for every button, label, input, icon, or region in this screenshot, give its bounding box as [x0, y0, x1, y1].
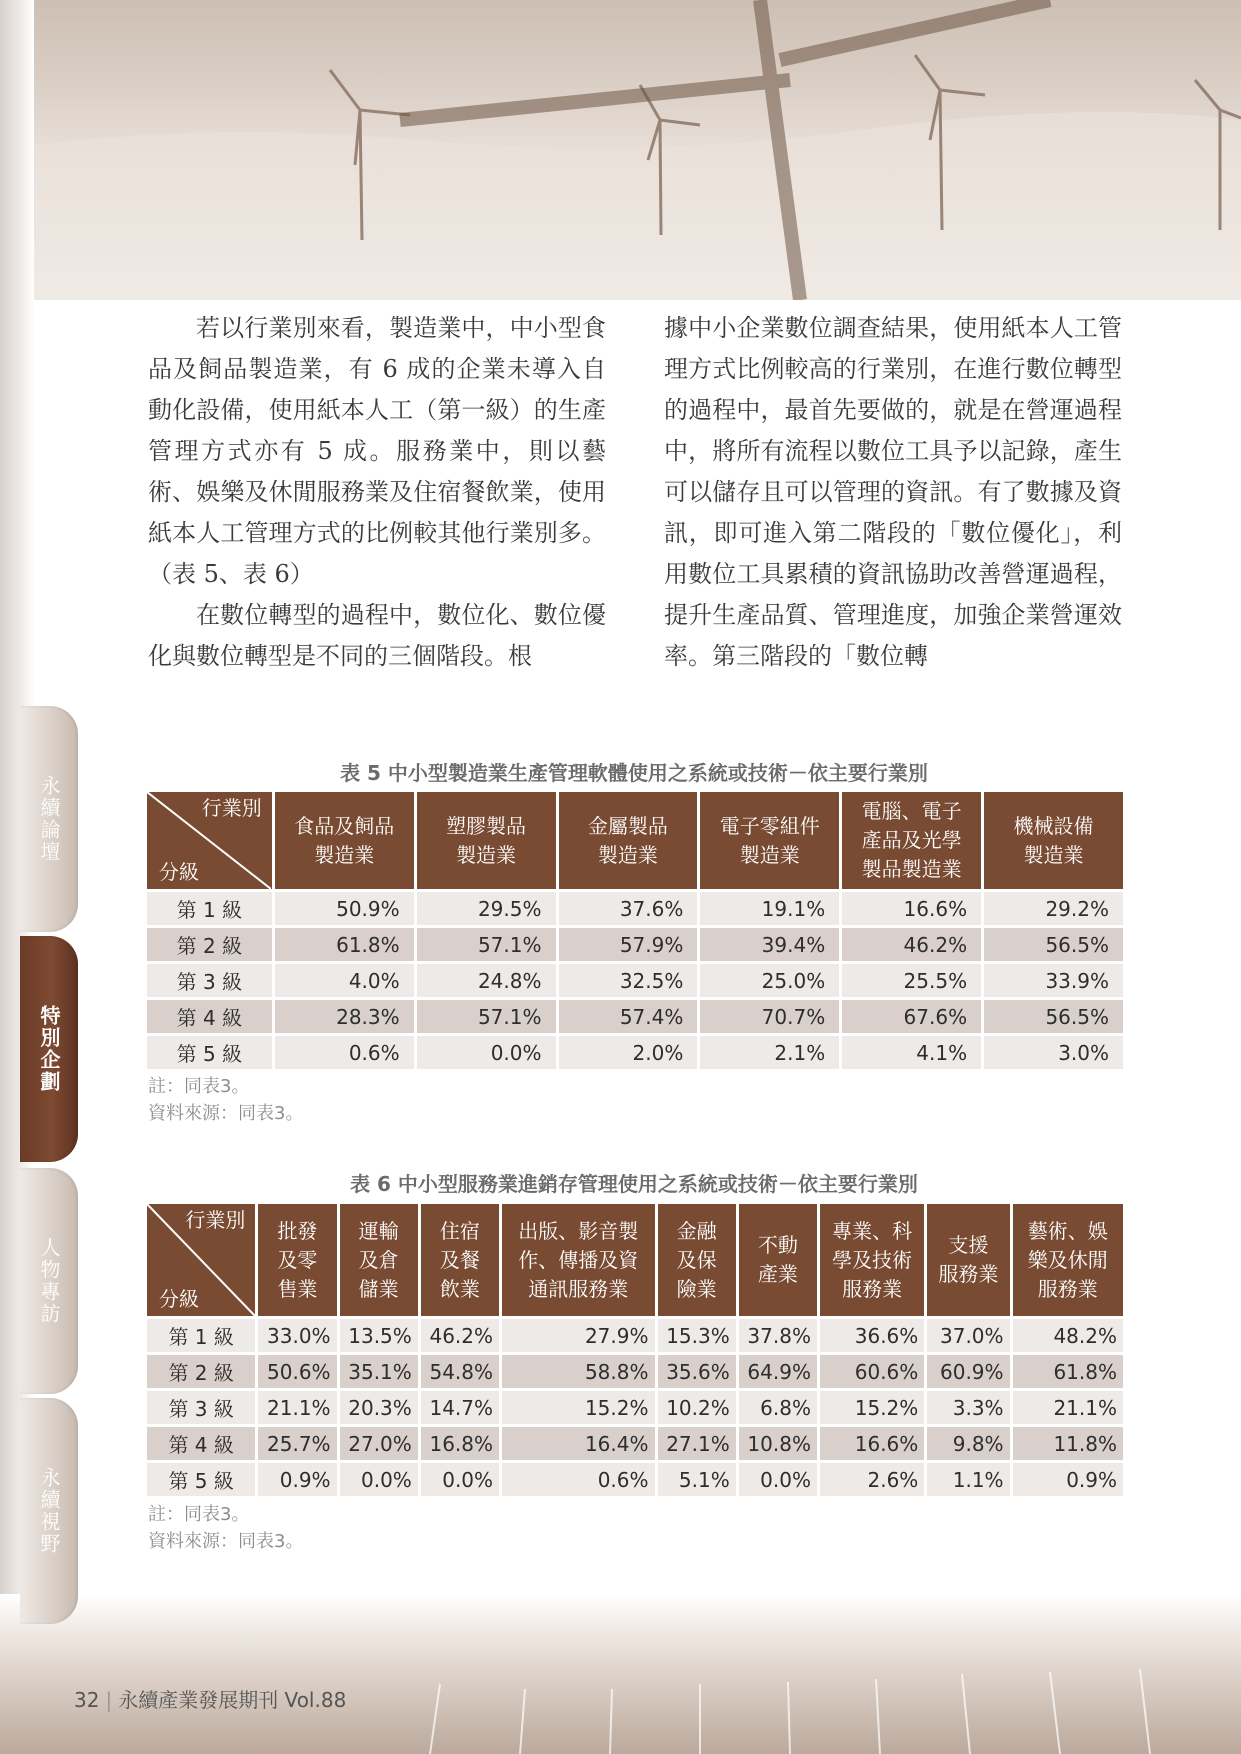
table-note: 註：同表3。 — [148, 1076, 250, 1097]
column-header-line: 批發 — [277, 1218, 318, 1243]
body-paragraph: 若以行業別來看，製造業中，中小型食品及飼品製造業，有 6 成的企業未導入自動化設備，使用紙本人工（第一級）的生產管理方式亦有 5 成。服務業中，則以藝術、娛樂及休閒服務業及住宿餐飲業，使用紙本人工管理方式的比例較其他行業別多。（表 5、表 6） — [148, 314, 606, 588]
publication-title: 永續產業發展期刊 Vol.88 — [118, 1688, 347, 1712]
side-tab-interview[interactable] — [20, 1168, 78, 1394]
column-header-line: 服務業 — [938, 1262, 999, 1286]
value-cell: 0.0% — [421, 1463, 499, 1496]
column-header — [340, 1204, 418, 1316]
column-header-line: 通訊服務業 — [528, 1276, 629, 1301]
table-row — [147, 1319, 1123, 1352]
table5-caption: 表 5 中小型製造業生產管理軟體使用之系統或技術－依主要行業別 — [340, 761, 928, 785]
body-column-right — [664, 308, 1122, 677]
value-cell: 61.8% — [275, 928, 414, 961]
column-header-line: 製造業 — [456, 842, 517, 867]
table-source: 資料來源：同表3。 — [148, 1103, 304, 1124]
value-cell: 29.2% — [984, 892, 1123, 925]
table-note: 註：同表3。 — [148, 1504, 250, 1525]
column-header-line: 藝術、娛 — [1027, 1218, 1108, 1243]
value-cell: 14.7% — [421, 1391, 499, 1424]
value-cell: 50.6% — [258, 1355, 336, 1388]
footer-separator: | — [105, 1688, 113, 1712]
value-cell: 25.7% — [258, 1427, 336, 1460]
value-cell: 28.3% — [275, 1000, 414, 1033]
value-cell: 3.0% — [984, 1036, 1123, 1069]
column-header-line: 電子零組件 — [719, 813, 820, 838]
value-cell: 15.2% — [502, 1391, 654, 1424]
level-cell: 第 4 級 — [147, 1000, 272, 1033]
value-cell: 10.2% — [658, 1391, 736, 1424]
value-cell: 15.3% — [658, 1319, 736, 1352]
value-cell: 0.0% — [340, 1463, 418, 1496]
table-header-row — [147, 1204, 1123, 1316]
value-cell: 57.9% — [559, 928, 698, 961]
corner-industry-label: 行業別 — [185, 1208, 246, 1232]
column-header-line: 製品製造業 — [861, 857, 962, 881]
table-corner-header — [147, 1204, 255, 1316]
page-footer — [74, 1684, 346, 1713]
side-tab-special-feature[interactable] — [20, 936, 78, 1162]
column-header-line: 食品及飼品 — [294, 813, 395, 838]
value-cell: 39.4% — [700, 928, 839, 961]
table-row — [147, 1463, 1123, 1496]
table-row — [147, 1036, 1123, 1069]
column-header-line: 及零 — [277, 1247, 318, 1272]
value-cell: 48.2% — [1013, 1319, 1123, 1352]
level-cell: 第 3 級 — [147, 964, 272, 997]
side-tab-label: 人物專訪 — [37, 1237, 61, 1325]
value-cell: 33.0% — [258, 1319, 336, 1352]
value-cell: 37.0% — [927, 1319, 1009, 1352]
table6-caption: 表 6 中小型服務業進銷存管理使用之系統或技術－依主要行業別 — [350, 1172, 918, 1196]
table5-manufacturing — [144, 789, 1126, 1072]
table6-services — [144, 1201, 1126, 1499]
value-cell: 16.4% — [502, 1427, 654, 1460]
level-cell: 第 4 級 — [147, 1427, 255, 1460]
column-header-line: 及餐 — [439, 1247, 480, 1272]
level-cell: 第 1 級 — [147, 1319, 255, 1352]
value-cell: 46.2% — [842, 928, 981, 961]
value-cell: 0.9% — [258, 1463, 336, 1496]
value-cell: 33.9% — [984, 964, 1123, 997]
value-cell: 9.8% — [927, 1427, 1009, 1460]
column-header-line: 專業、科 — [832, 1218, 913, 1243]
value-cell: 20.3% — [340, 1391, 418, 1424]
table-row — [147, 1355, 1123, 1388]
column-header — [820, 1204, 924, 1316]
corner-level-label: 分級 — [159, 1287, 199, 1311]
level-cell: 第 5 級 — [147, 1463, 255, 1496]
column-header — [417, 792, 556, 889]
table5-note — [148, 1073, 303, 1127]
column-header-line: 險業 — [676, 1276, 717, 1301]
table-source: 資料來源：同表3。 — [148, 1531, 304, 1552]
column-header-line: 服務業 — [1037, 1276, 1098, 1301]
column-header-line: 電腦、電子 — [861, 799, 962, 823]
table-corner-header — [147, 792, 272, 889]
column-header-line: 製造業 — [739, 842, 800, 867]
value-cell: 24.8% — [417, 964, 556, 997]
value-cell: 27.1% — [658, 1427, 736, 1460]
column-header-line: 出版、影音製 — [518, 1218, 639, 1243]
value-cell: 5.1% — [658, 1463, 736, 1496]
value-cell: 35.6% — [658, 1355, 736, 1388]
column-header-line: 學及技術 — [832, 1247, 913, 1272]
column-header — [927, 1204, 1009, 1316]
value-cell: 37.6% — [559, 892, 698, 925]
body-column-left — [148, 308, 606, 677]
value-cell: 15.2% — [820, 1391, 924, 1424]
column-header-line: 製造業 — [314, 842, 375, 867]
value-cell: 10.8% — [739, 1427, 817, 1460]
side-tab-label: 永續視野 — [37, 1467, 61, 1555]
value-cell: 16.6% — [820, 1427, 924, 1460]
value-cell: 35.1% — [340, 1355, 418, 1388]
value-cell: 37.8% — [739, 1319, 817, 1352]
value-cell: 0.0% — [739, 1463, 817, 1496]
column-header — [700, 792, 839, 889]
value-cell: 0.9% — [1013, 1463, 1123, 1496]
header-wind-turbine-image — [0, 0, 1241, 300]
column-header-line: 產品及光學 — [861, 828, 962, 852]
column-header — [502, 1204, 654, 1316]
value-cell: 4.0% — [275, 964, 414, 997]
column-header-line: 住宿 — [439, 1218, 480, 1243]
value-cell: 13.5% — [340, 1319, 418, 1352]
value-cell: 6.8% — [739, 1391, 817, 1424]
column-header-line: 機械設備 — [1013, 813, 1094, 838]
corner-level-label: 分級 — [159, 860, 199, 884]
value-cell: 57.4% — [559, 1000, 698, 1033]
value-cell: 58.8% — [502, 1355, 654, 1388]
value-cell: 32.5% — [559, 964, 698, 997]
column-header-line: 服務業 — [842, 1276, 903, 1301]
side-tab-label: 永續論壇 — [37, 775, 61, 863]
value-cell: 2.6% — [820, 1463, 924, 1496]
column-header-line: 飲業 — [439, 1276, 480, 1301]
value-cell: 61.8% — [1013, 1355, 1123, 1388]
table-row — [147, 1427, 1123, 1460]
table-row — [147, 892, 1123, 925]
column-header-line: 及倉 — [358, 1247, 399, 1272]
column-header — [559, 792, 698, 889]
side-tab-sustainability-vision[interactable] — [20, 1398, 78, 1624]
value-cell: 36.6% — [820, 1319, 924, 1352]
table-row — [147, 964, 1123, 997]
column-header — [739, 1204, 817, 1316]
value-cell: 2.0% — [559, 1036, 698, 1069]
level-cell: 第 3 級 — [147, 1391, 255, 1424]
column-header-line: 金融 — [676, 1218, 717, 1243]
value-cell: 1.1% — [927, 1463, 1009, 1496]
value-cell: 27.9% — [502, 1319, 654, 1352]
value-cell: 50.9% — [275, 892, 414, 925]
value-cell: 21.1% — [1013, 1391, 1123, 1424]
table-row — [147, 928, 1123, 961]
value-cell: 29.5% — [417, 892, 556, 925]
value-cell: 46.2% — [421, 1319, 499, 1352]
value-cell: 64.9% — [739, 1355, 817, 1388]
column-header-line: 支援 — [948, 1233, 989, 1257]
column-header — [658, 1204, 736, 1316]
value-cell: 67.6% — [842, 1000, 981, 1033]
table-row — [147, 1391, 1123, 1424]
value-cell: 27.0% — [340, 1427, 418, 1460]
column-header — [258, 1204, 336, 1316]
value-cell: 0.0% — [417, 1036, 556, 1069]
column-header-line: 作、傳播及資 — [518, 1247, 639, 1272]
body-paragraph: 據中小企業數位調查結果，使用紙本人工管理方式比例較高的行業別，在進行數位轉型的過程中，最首先要做的，就是在營運過程中，將所有流程以數位工具予以記錄，產生可以儲存且可以管理的資訊。有了數據及資訊，即可進入第二階段的「數位優化」，利用數位工具累積的資訊協助改善營運過程，提升生產品質、管理進度，加強企業營運效率。第三階段的「數位轉 — [664, 314, 1122, 670]
body-paragraph: 在數位轉型的過程中，數位化、數位優化與數位轉型是不同的三個階段。根 — [148, 601, 606, 670]
column-header-line: 產業 — [757, 1262, 798, 1286]
column-header-line: 樂及休閒 — [1027, 1247, 1108, 1272]
value-cell: 3.3% — [927, 1391, 1009, 1424]
column-header — [984, 792, 1123, 889]
value-cell: 0.6% — [502, 1463, 654, 1496]
column-header-line: 售業 — [277, 1276, 318, 1301]
side-tab-label: 特別企劃 — [37, 1005, 61, 1093]
column-header-line: 運輸 — [358, 1218, 399, 1243]
column-header — [1013, 1204, 1123, 1316]
column-header-line: 塑膠製品 — [446, 813, 527, 838]
value-cell: 16.6% — [842, 892, 981, 925]
table-header-row — [147, 792, 1123, 889]
value-cell: 21.1% — [258, 1391, 336, 1424]
column-header-line: 製造業 — [1023, 842, 1084, 867]
value-cell: 16.8% — [421, 1427, 499, 1460]
value-cell: 56.5% — [984, 1000, 1123, 1033]
column-header — [842, 792, 981, 889]
table-row — [147, 1000, 1123, 1033]
value-cell: 19.1% — [700, 892, 839, 925]
level-cell: 第 5 級 — [147, 1036, 272, 1069]
column-header-line: 儲業 — [358, 1276, 399, 1301]
level-cell: 第 2 級 — [147, 1355, 255, 1388]
value-cell: 70.7% — [700, 1000, 839, 1033]
level-cell: 第 1 級 — [147, 892, 272, 925]
side-tab-sustainability-forum[interactable] — [20, 706, 78, 932]
value-cell: 57.1% — [417, 928, 556, 961]
column-header — [421, 1204, 499, 1316]
column-header — [275, 792, 414, 889]
page-number: 32 — [74, 1688, 100, 1712]
column-header-line: 製造業 — [597, 842, 658, 867]
value-cell: 56.5% — [984, 928, 1123, 961]
value-cell: 60.6% — [820, 1355, 924, 1388]
value-cell: 25.5% — [842, 964, 981, 997]
footer-solar-field-image — [0, 1594, 1241, 1754]
column-header-line: 不動 — [757, 1233, 798, 1257]
level-cell: 第 2 級 — [147, 928, 272, 961]
value-cell: 11.8% — [1013, 1427, 1123, 1460]
value-cell: 25.0% — [700, 964, 839, 997]
column-header-line: 及保 — [676, 1247, 717, 1272]
value-cell: 54.8% — [421, 1355, 499, 1388]
table6-note — [148, 1501, 303, 1555]
value-cell: 0.6% — [275, 1036, 414, 1069]
corner-industry-label: 行業別 — [201, 796, 262, 820]
value-cell: 4.1% — [842, 1036, 981, 1069]
column-header-line: 金屬製品 — [587, 813, 668, 838]
value-cell: 57.1% — [417, 1000, 556, 1033]
value-cell: 60.9% — [927, 1355, 1009, 1388]
value-cell: 2.1% — [700, 1036, 839, 1069]
